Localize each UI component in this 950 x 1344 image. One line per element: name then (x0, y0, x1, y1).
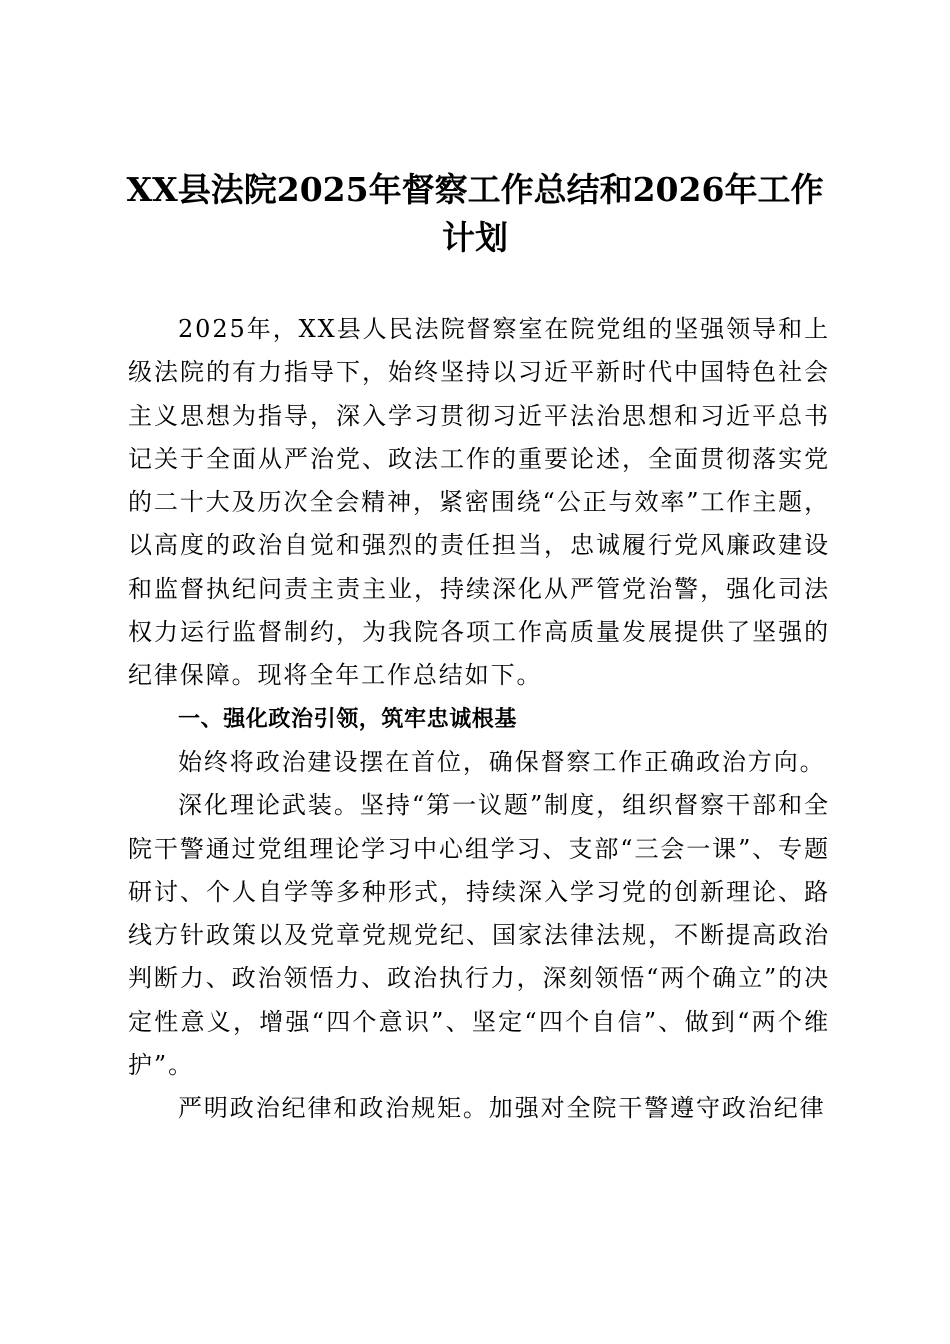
document-title: XX县法院2025年督察工作总结和2026年工作计划 (126, 170, 824, 257)
theory-study-paragraph: 深化理论武装。坚持“第一议题”制度，组织督察干部和全院干警通过党组理论学习中心组学习、支部“三会一课”、专题研讨、个人自学等多种形式，持续深入学习党的创新理论、路线方针政策以及党章党规党纪、国家法律法规，不断提高政治判断力、政治领悟力、政治执行力，深刻领悟“两个确立”的决定性意义，增强“四个意识”、坚定“四个自信”、做到“两个维护”。 (128, 791, 830, 1080)
document-body (128, 308, 830, 1131)
discipline-paragraph: 严明政治纪律和政治规矩。加强对全院干警遵守政治纪律 (178, 1094, 826, 1123)
section-heading-1: 一、强化政治引领，筑牢忠诚根基 (178, 706, 518, 732)
intro-paragraph: 2025年，XX县人民法院督察室在院党组的坚强领导和上级法院的有力指导下，始终坚持以习近平新时代中国特色社会主义思想为指导，深入学习贯彻习近平法治思想和习近平总书记关于全面从严治党、政法工作的重要论述，全面贯彻落实党的二十大及历次全会精神，紧密围绕“公正与效率”工作主题，以高度的政治自觉和强烈的责任担当，忠诚履行党风廉政建设和监督执纪问责主责主业，持续深化从严管党治警，强化司法权力运行监督制约，为我院各项工作高质量发展提供了坚强的纪律保障。现将全年工作总结如下。 (128, 315, 830, 690)
section-1-lead-paragraph: 始终将政治建设摆在首位，确保督察工作正确政治方向。 (178, 747, 826, 776)
